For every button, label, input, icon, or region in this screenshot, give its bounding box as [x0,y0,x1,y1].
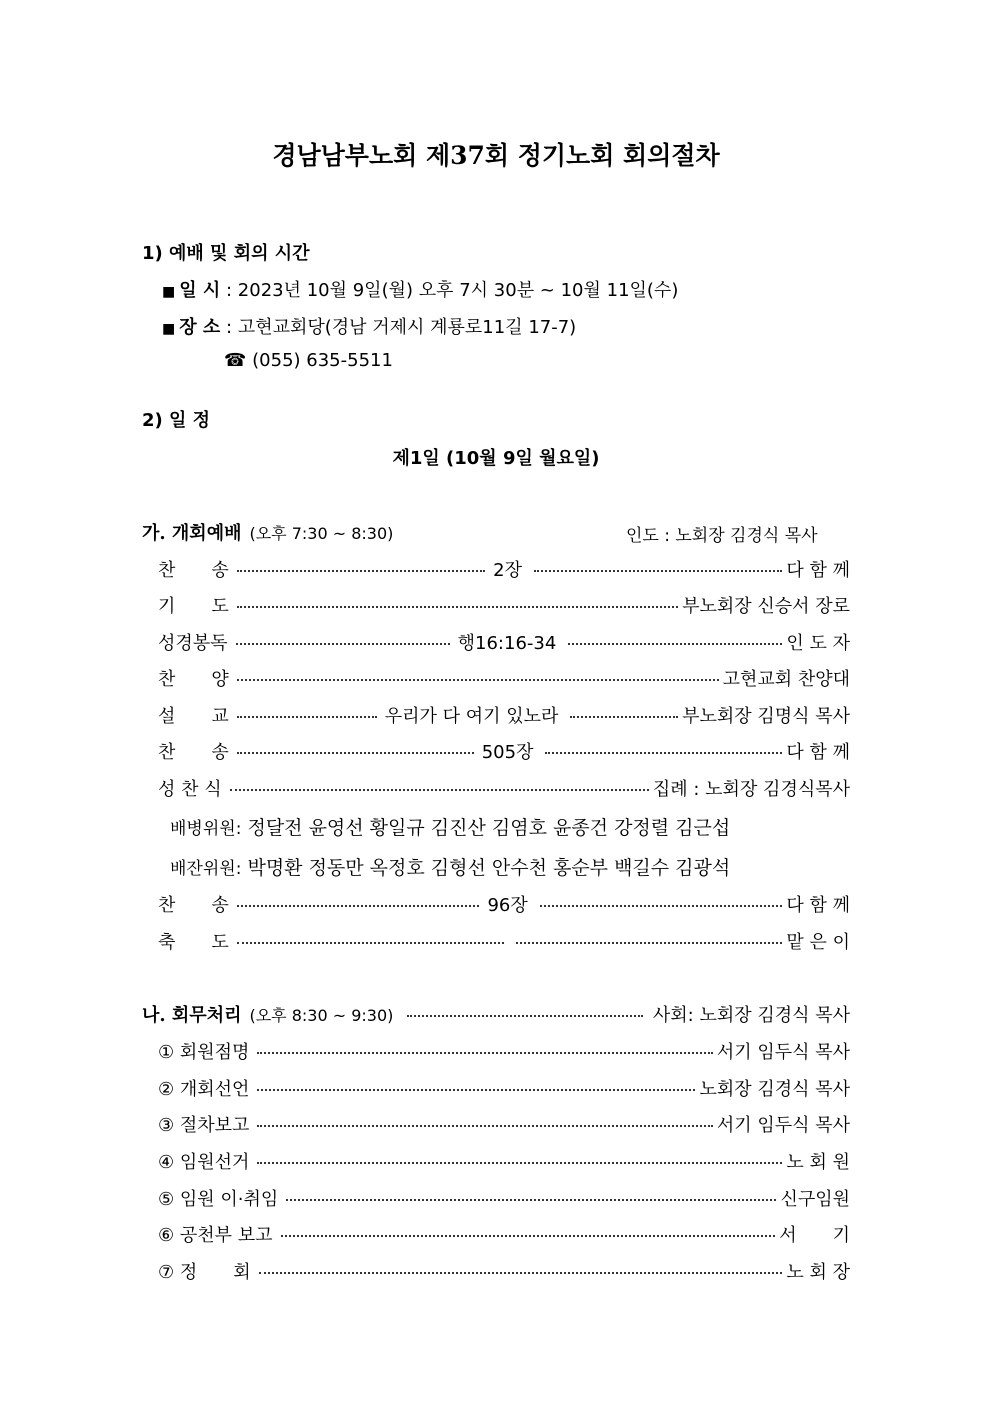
dot-leader [237,942,504,944]
item-person: 다 함 께 [786,560,851,581]
cup-committee [170,853,730,880]
dot-leader [286,1199,776,1201]
worship-item [158,592,850,618]
item-person: 다 함 께 [786,742,851,763]
section-heading-schedule-time: 1) 예배 및 회의 시간 [142,243,310,264]
worship-leader: 인도 : 노회장 김경식 목사 [626,526,818,546]
business-item [158,1111,850,1137]
item-detail: 2장 [493,560,523,581]
item-person: 부노회장 신승서 장로 [682,596,850,617]
item-person: 다 함 께 [786,895,850,916]
business-item [158,1221,850,1247]
place-line [162,313,576,339]
dot-leader [237,905,480,907]
item-label: 찬 송 [158,560,229,581]
day-title: 제1일 (10월 9일 월요일) [392,448,600,469]
worship-item [158,738,850,764]
date-line [162,276,678,302]
item-detail: 행16:16-34 [457,633,557,654]
business-time: (오후 8:30 ~ 9:30) [249,1005,394,1025]
item-person: 고현교회 찬양대 [722,669,850,690]
item-person: 노 회 원 [786,1152,850,1173]
dot-leader [259,1272,783,1274]
bullet-square-icon: ■ [162,284,176,300]
place-label: 장 소 [179,317,221,338]
dot-leader [407,1015,642,1017]
dot-leader [230,789,649,791]
business-heading: 나. 회무처리 [142,1005,242,1026]
worship-item [158,665,850,691]
dot-leader [237,679,719,681]
dot-leader [516,942,783,944]
item-person: 노 회 장 [786,1262,850,1283]
bread-committee [170,813,730,840]
item-person: 집례 : 노회장 김경식목사 [652,779,850,800]
business-item [158,1258,850,1284]
business-heading-line [142,1001,850,1027]
bullet-square-icon: ■ [162,321,176,337]
dot-leader [257,1162,782,1164]
dot-leader [237,716,377,718]
item-detail: 우리가 다 여기 있노라 [384,706,559,727]
item-person: 서기 임두식 목사 [716,1115,850,1136]
dot-leader [237,752,474,754]
worship-item [158,928,850,954]
item-label: 기 도 [158,596,229,617]
dot-leader [568,643,782,645]
worship-item [158,556,850,582]
item-person: 서 기 [779,1225,850,1246]
item-person: 부노회장 김명식 목사 [682,706,850,727]
item-label: 찬 송 [158,742,229,763]
dot-leader [534,570,782,572]
business-item [158,1038,850,1064]
item-person: 인 도 자 [786,633,850,654]
place-value: : 고현교회당(경남 거제시 계룡로11길 17-7) [226,317,577,338]
item-label: ③ 절차보고 [158,1115,250,1136]
business-item [158,1148,850,1174]
dot-leader [570,716,678,718]
worship-item [158,891,850,917]
item-label: ⑤ 임원 이·취임 [158,1189,279,1210]
worship-heading: 가. 개회예배 [142,523,242,544]
page-title: 경남남부노회 제37회 정기노회 회의절차 [272,141,720,170]
item-label: ① 회원점명 [158,1042,250,1063]
worship-item [158,775,850,801]
dot-leader [237,606,678,608]
item-label: 축 도 [158,932,229,953]
dot-leader [237,570,485,572]
dot-leader [257,1089,695,1091]
item-label: 설 교 [158,706,229,727]
item-detail: 96장 [487,895,528,916]
item-label: ② 개회선언 [158,1079,250,1100]
dot-leader [540,905,783,907]
item-person: 맡 은 이 [786,932,851,953]
worship-item [158,629,850,655]
worship-item [158,702,850,728]
bread-committee-label: 배병위원: [170,819,242,839]
item-label: ⑥ 공천부 보고 [158,1225,273,1246]
worship-heading-line [142,519,393,545]
dot-leader [281,1235,776,1237]
dot-leader [236,643,450,645]
item-label: ⑦ 정 회 [158,1262,251,1283]
cup-committee-names: 박명환 정동만 옥정호 김형선 안수천 홍순부 백길수 김광석 [247,857,731,879]
item-person: 서기 임두식 목사 [716,1042,850,1063]
business-leader: 사회: 노회장 김경식 목사 [652,1005,850,1026]
item-detail: 505장 [481,742,534,763]
item-person: 신구임원 [780,1189,850,1210]
item-label: ④ 임원선거 [158,1152,250,1173]
date-value: : 2023년 10월 9일(월) 오후 7시 30분 ~ 10월 11일(수) [226,280,679,301]
item-label: 성 찬 식 [158,779,222,800]
dot-leader [257,1125,712,1127]
cup-committee-label: 배잔위원: [170,859,242,879]
item-person: 노회장 김경식 목사 [699,1079,850,1100]
business-item [158,1075,850,1101]
dot-leader [257,1052,712,1054]
dot-leader [545,752,782,754]
business-item [158,1185,850,1211]
phone-number: ☎ (055) 635-5511 [224,350,393,371]
worship-time: (오후 7:30 ~ 8:30) [249,523,394,543]
date-label: 일 시 [179,280,221,301]
item-label: 찬 양 [158,669,229,690]
bread-committee-names: 정달전 윤영선 황일규 김진산 김염호 윤종건 강정렬 김근섭 [247,817,731,839]
section-heading-schedule: 2) 일 정 [142,410,211,431]
item-label: 찬 송 [158,895,229,916]
item-label: 성경봉독 [158,633,228,654]
